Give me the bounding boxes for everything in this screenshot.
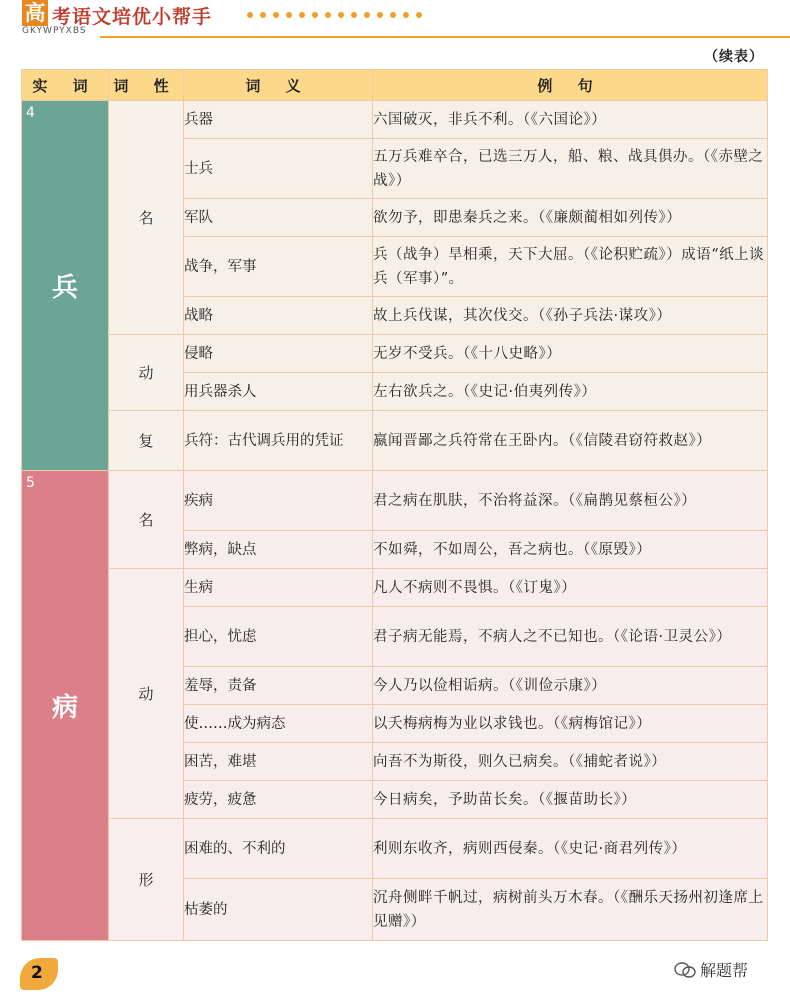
meaning-cell: 生病 (184, 569, 373, 607)
word-number: 4 (26, 105, 35, 121)
example-cell: 无岁不受兵。（《十八史略》） (373, 335, 768, 373)
meaning-cell: 困难的、不利的 (184, 819, 373, 879)
meaning-cell: 疾病 (184, 471, 373, 531)
meaning-cell: 军队 (184, 199, 373, 237)
example-cell: 兵（战争）旱相乘，天下大屈。（《论积贮疏》）成语“纸上谈兵（军事）”。 (373, 237, 768, 297)
meaning-cell: 担心，忧虑 (184, 607, 373, 667)
header-dots (247, 12, 422, 18)
header-logo: 高 (22, 0, 48, 26)
meaning-cell: 弊病，缺点 (184, 531, 373, 569)
header-example: 例 句 (373, 70, 768, 101)
meaning-cell: 困苦，难堪 (184, 743, 373, 781)
example-cell: 嬴闻晋鄙之兵符常在王卧内。（《信陵君窃符救赵》） (373, 411, 768, 471)
example-cell: 六国破灭，非兵不利。（《六国论》） (373, 101, 768, 139)
header-word: 实 词 (22, 70, 109, 101)
continued-label: （续表） (704, 49, 764, 65)
example-cell: 君之病在肌肤，不治将益深。（《扁鹊见蔡桓公》） (373, 471, 768, 531)
header-rule (100, 36, 790, 38)
group-bing (22, 101, 768, 471)
header-meaning: 词 义 (184, 70, 373, 101)
pos-cell: 动 (109, 335, 184, 411)
meaning-cell: 战略 (184, 297, 373, 335)
page-number: 2 (31, 963, 43, 983)
pos-cell: 形 (109, 819, 184, 941)
table-row (22, 101, 768, 139)
word-cell (22, 101, 109, 471)
example-cell: 利则东收齐，病则西侵秦。（《史记·商君列传》） (373, 819, 768, 879)
example-cell: 故上兵伐谋，其次伐交。（《孙子兵法·谋攻》） (373, 297, 768, 335)
table-row (22, 335, 768, 373)
example-cell: 沉舟侧畔千帆过，病树前头万木春。（《酬乐天扬州初逢席上见赠》） (373, 879, 768, 941)
meaning-cell: 战争，军事 (184, 237, 373, 297)
table-row (22, 411, 768, 471)
meaning-cell: 兵器 (184, 101, 373, 139)
vocabulary-table (21, 69, 768, 941)
chat-bubble-icon (674, 961, 696, 979)
meaning-cell: 用兵器杀人 (184, 373, 373, 411)
header-subtitle: GKYWPYXBS (22, 26, 87, 36)
meaning-cell: 使……成为病态 (184, 705, 373, 743)
meaning-cell: 羞辱，责备 (184, 667, 373, 705)
pos-cell: 动 (109, 569, 184, 819)
example-cell: 君子病无能焉，不病人之不已知也。（《论语·卫灵公》） (373, 607, 768, 667)
watermark-text: 解题帮 (700, 961, 749, 980)
pos-cell: 复 (109, 411, 184, 471)
group-bing-illness (22, 471, 768, 941)
word-number: 5 (26, 475, 35, 491)
meaning-cell: 侵略 (184, 335, 373, 373)
meaning-cell: 疲劳，疲惫 (184, 781, 373, 819)
meaning-cell: 枯萎的 (184, 879, 373, 941)
example-cell: 欲勿予，即患秦兵之来。（《廉颇蔺相如列传》） (373, 199, 768, 237)
page-header (0, 0, 790, 40)
word-char: 兵 (51, 273, 78, 303)
word-cell (22, 471, 109, 941)
example-cell: 以夭梅病梅为业以求钱也。（《病梅馆记》） (373, 705, 768, 743)
table-row (22, 819, 768, 879)
pos-cell: 名 (109, 471, 184, 569)
table-header-row (22, 70, 768, 101)
pos-cell: 名 (109, 101, 184, 335)
header-pos: 词 性 (109, 70, 184, 101)
example-cell: 左右欲兵之。（《史记·伯夷列传》） (373, 373, 768, 411)
table-row (22, 471, 768, 531)
example-cell: 凡人不病则不畏惧。（《订鬼》） (373, 569, 768, 607)
meaning-cell: 兵符：古代调兵用的凭证 (184, 411, 373, 471)
table-row (22, 569, 768, 607)
example-cell: 向吾不为斯役，则久已病矣。（《捕蛇者说》） (373, 743, 768, 781)
meaning-cell: 士兵 (184, 139, 373, 199)
example-cell: 不如舜，不如周公，吾之病也。（《原毁》） (373, 531, 768, 569)
example-cell: 五万兵难卒合，已选三万人，船、粮、战具俱办。（《赤壁之战》） (373, 139, 768, 199)
header-title: 考语文培优小帮手 (52, 6, 213, 28)
example-cell: 今日病矣，予助苗长矣。（《揠苗助长》） (373, 781, 768, 819)
example-cell: 今人乃以俭相诟病。（《训俭示康》） (373, 667, 768, 705)
word-char: 病 (51, 693, 78, 723)
